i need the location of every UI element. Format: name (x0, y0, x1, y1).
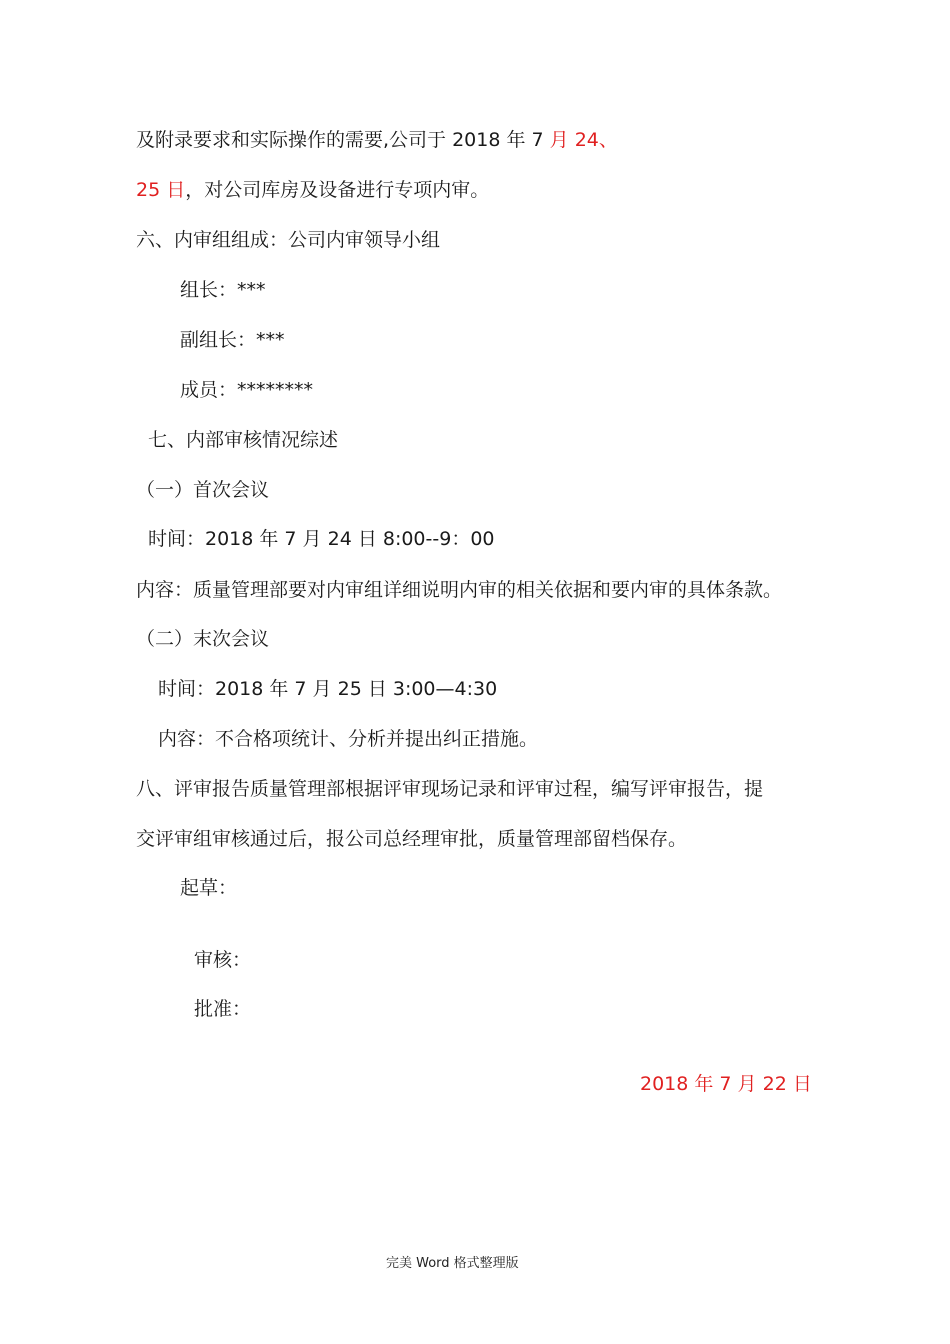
last-meeting-title: （二）末次会议 (136, 628, 270, 650)
first-meeting-time: 时间：2018 年 7 月 24 日 8:00--9：00 (148, 528, 495, 550)
first-meeting-title: （一）首次会议 (136, 479, 270, 501)
first-meeting-content: 内容：质量管理部要对内审组详细说明内审的相关依据和要内审的具体条款。 (136, 579, 783, 601)
last-meeting-time: 时间：2018 年 7 月 25 日 3:00—4:30 (158, 678, 498, 700)
team-members: 成员：******** (180, 379, 314, 401)
intro-line-1-text: 及附录要求和实际操作的需要,公司于 2018 年 7 (136, 129, 550, 151)
intro-line-1 (136, 128, 618, 152)
team-deputy-leader: 副组长：*** (180, 329, 285, 351)
draft-signature-label: 起草： (180, 877, 238, 899)
section-8-line-1: 八、评审报告质量管理部根据评审现场记录和评审过程，编写评审报告，提 (136, 778, 764, 800)
review-signature-label: 审核： (194, 949, 252, 971)
section-8-line-2: 交评审组审核通过后，报公司总经理审批，质量管理部留档保存。 (136, 828, 688, 850)
intro-line-2 (136, 178, 489, 202)
section-6-heading: 六、内审组组成：公司内审领导小组 (136, 229, 441, 251)
section-7-heading: 七、内部审核情况综述 (148, 429, 339, 451)
team-leader: 组长：*** (180, 279, 266, 301)
intro-line-1-highlight: 月 24、 (549, 129, 618, 151)
approve-signature-label: 批准： (194, 998, 252, 1020)
intro-line-2-text: ，对公司库房及设备进行专项内审。 (185, 179, 490, 201)
document-date: 2018 年 7 月 22 日 (640, 1073, 812, 1095)
page-footer: 完美 Word 格式整理版 (386, 1256, 519, 1271)
last-meeting-content: 内容：不合格项统计、分析并提出纠正措施。 (158, 728, 539, 750)
intro-line-2-highlight: 25 日 (136, 179, 186, 201)
